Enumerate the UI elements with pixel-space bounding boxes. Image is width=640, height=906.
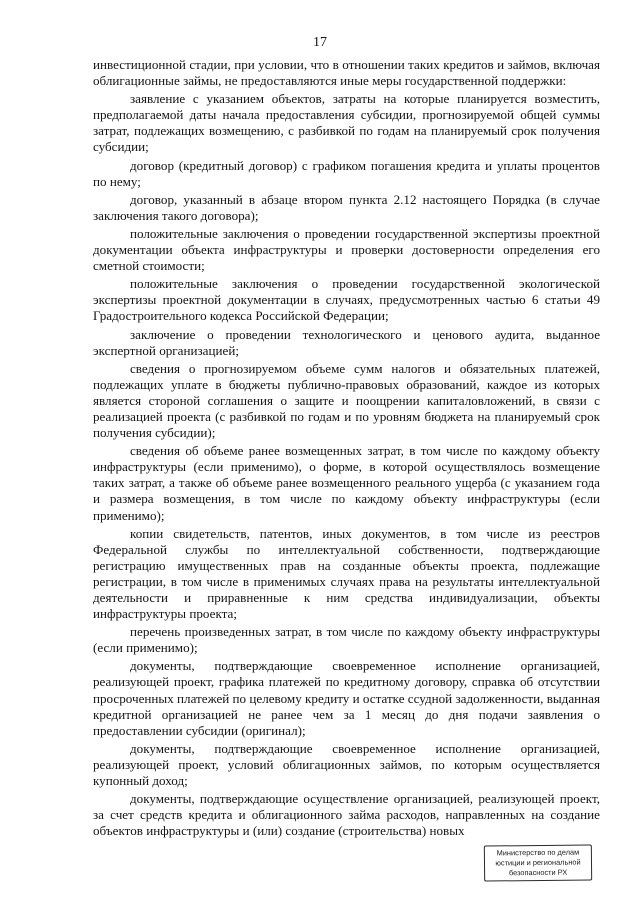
paragraph-reimbursed-costs: сведения об объеме ранее возмещенных затрат, в том числе по каждому объекту инфраструктуры (если применимо), о форме, в которой осуществлялось возмещение таких затрат, а также об объеме ранее возмещенного реального ущерба (с указанием года и размера возмещения, в том числе по каждому объекту инфраструктуры (если применимо); bbox=[93, 443, 600, 523]
page-number: 17 bbox=[313, 35, 327, 50]
paragraph-state-expertise: положительные заключения о проведении государственной экспертизы проектной документации объекта инфраструктуры и проверки достоверности определения его сметной стоимости; bbox=[93, 225, 600, 274]
paragraph-audit-conclusion: заключение о проведении технологического и ценового аудита, выданное экспертной организацией; bbox=[93, 326, 600, 358]
document-body bbox=[93, 57, 600, 839]
paragraph-bond-documents: документы, подтверждающие своевременное исполнение организацией, реализующей проект, условий облигационных займов, по которым осуществляется купонный доход; bbox=[93, 740, 600, 789]
paragraph-credit-agreement: договор (кредитный договор) с графиком погашения кредита и уплаты процентов по нему; bbox=[93, 157, 600, 189]
paragraph-agreement-reference: договор, указанный в абзаце втором пункта 2.12 настоящего Порядка (в случае заключения такого договора); bbox=[93, 191, 600, 223]
paragraph-payment-documents: документы, подтверждающие своевременное исполнение организацией, реализующей проект, графика платежей по кредитному договору, справка об отсутствии просроченных платежей по целевому кредиту и остатке ссудной задолженности, выданная кредитной организацией не ранее чем за 1 месяц до дня подачи заявления о предоставлении субсидии (оригинал); bbox=[93, 658, 600, 738]
ministry-stamp bbox=[484, 844, 592, 881]
paragraph-tax-forecast: сведения о прогнозируемом объеме сумм налогов и обязательных платежей, подлежащих уплате в бюджеты публично-правовых образований, каждое из которых является стороной соглашения о защите и поощрении капиталовложений, в связи с реализацией проекта (с разбивкой по годам и по уровням бюджета на планируемый срок получения субсидии); bbox=[93, 360, 600, 441]
paragraph-expense-documents: документы, подтверждающие осуществление организацией, реализующей проект, за счет средств кредита и облигационного займа расходов, направленных на создание объектов инфраструктуры и (или) создание (строительства) новых bbox=[93, 791, 600, 839]
paragraph-certificates: копии свидетельств, патентов, иных документов, в том числе из реестров Федеральной службы по интеллектуальной собственности, подтверждающие регистрацию имущественных прав на созданные объекты проекта, подлежащие регистрации, в том числе в применимых случаях права на результаты интеллектуальной деятельности и приравненные к ним средства индивидуализации, объекты инфраструктуры проекта; bbox=[93, 525, 600, 622]
paragraph-ecological-expertise: положительные заключения о проведении государственной экологической экспертизы проектной документации в случаях, предусмотренных частью 6 статьи 49 Градостроительного кодекса Российской Федерации; bbox=[93, 276, 600, 324]
stamp-line: юстиции и региональной bbox=[495, 857, 581, 868]
paragraph-application: заявление с указанием объектов, затраты на которые планируется возместить, предполагаемой даты начала предоставления субсидии, прогнозируемой общей суммы затрат, подлежащих возмещению, с разбивкой по годам на планируемый срок получения субсидии; bbox=[93, 91, 600, 155]
paragraph-intro: инвестиционной стадии, при условии, что в отношении таких кредитов и займов, включая облигационные займы, не предоставляются иные меры государственной поддержки: bbox=[93, 57, 600, 89]
paragraph-cost-list: перечень произведенных затрат, в том числе по каждому объекту инфраструктуры (если применимо); bbox=[93, 624, 600, 656]
stamp-line: Министерство по делам bbox=[496, 847, 580, 858]
stamp-line: безопасности РХ bbox=[508, 867, 568, 878]
